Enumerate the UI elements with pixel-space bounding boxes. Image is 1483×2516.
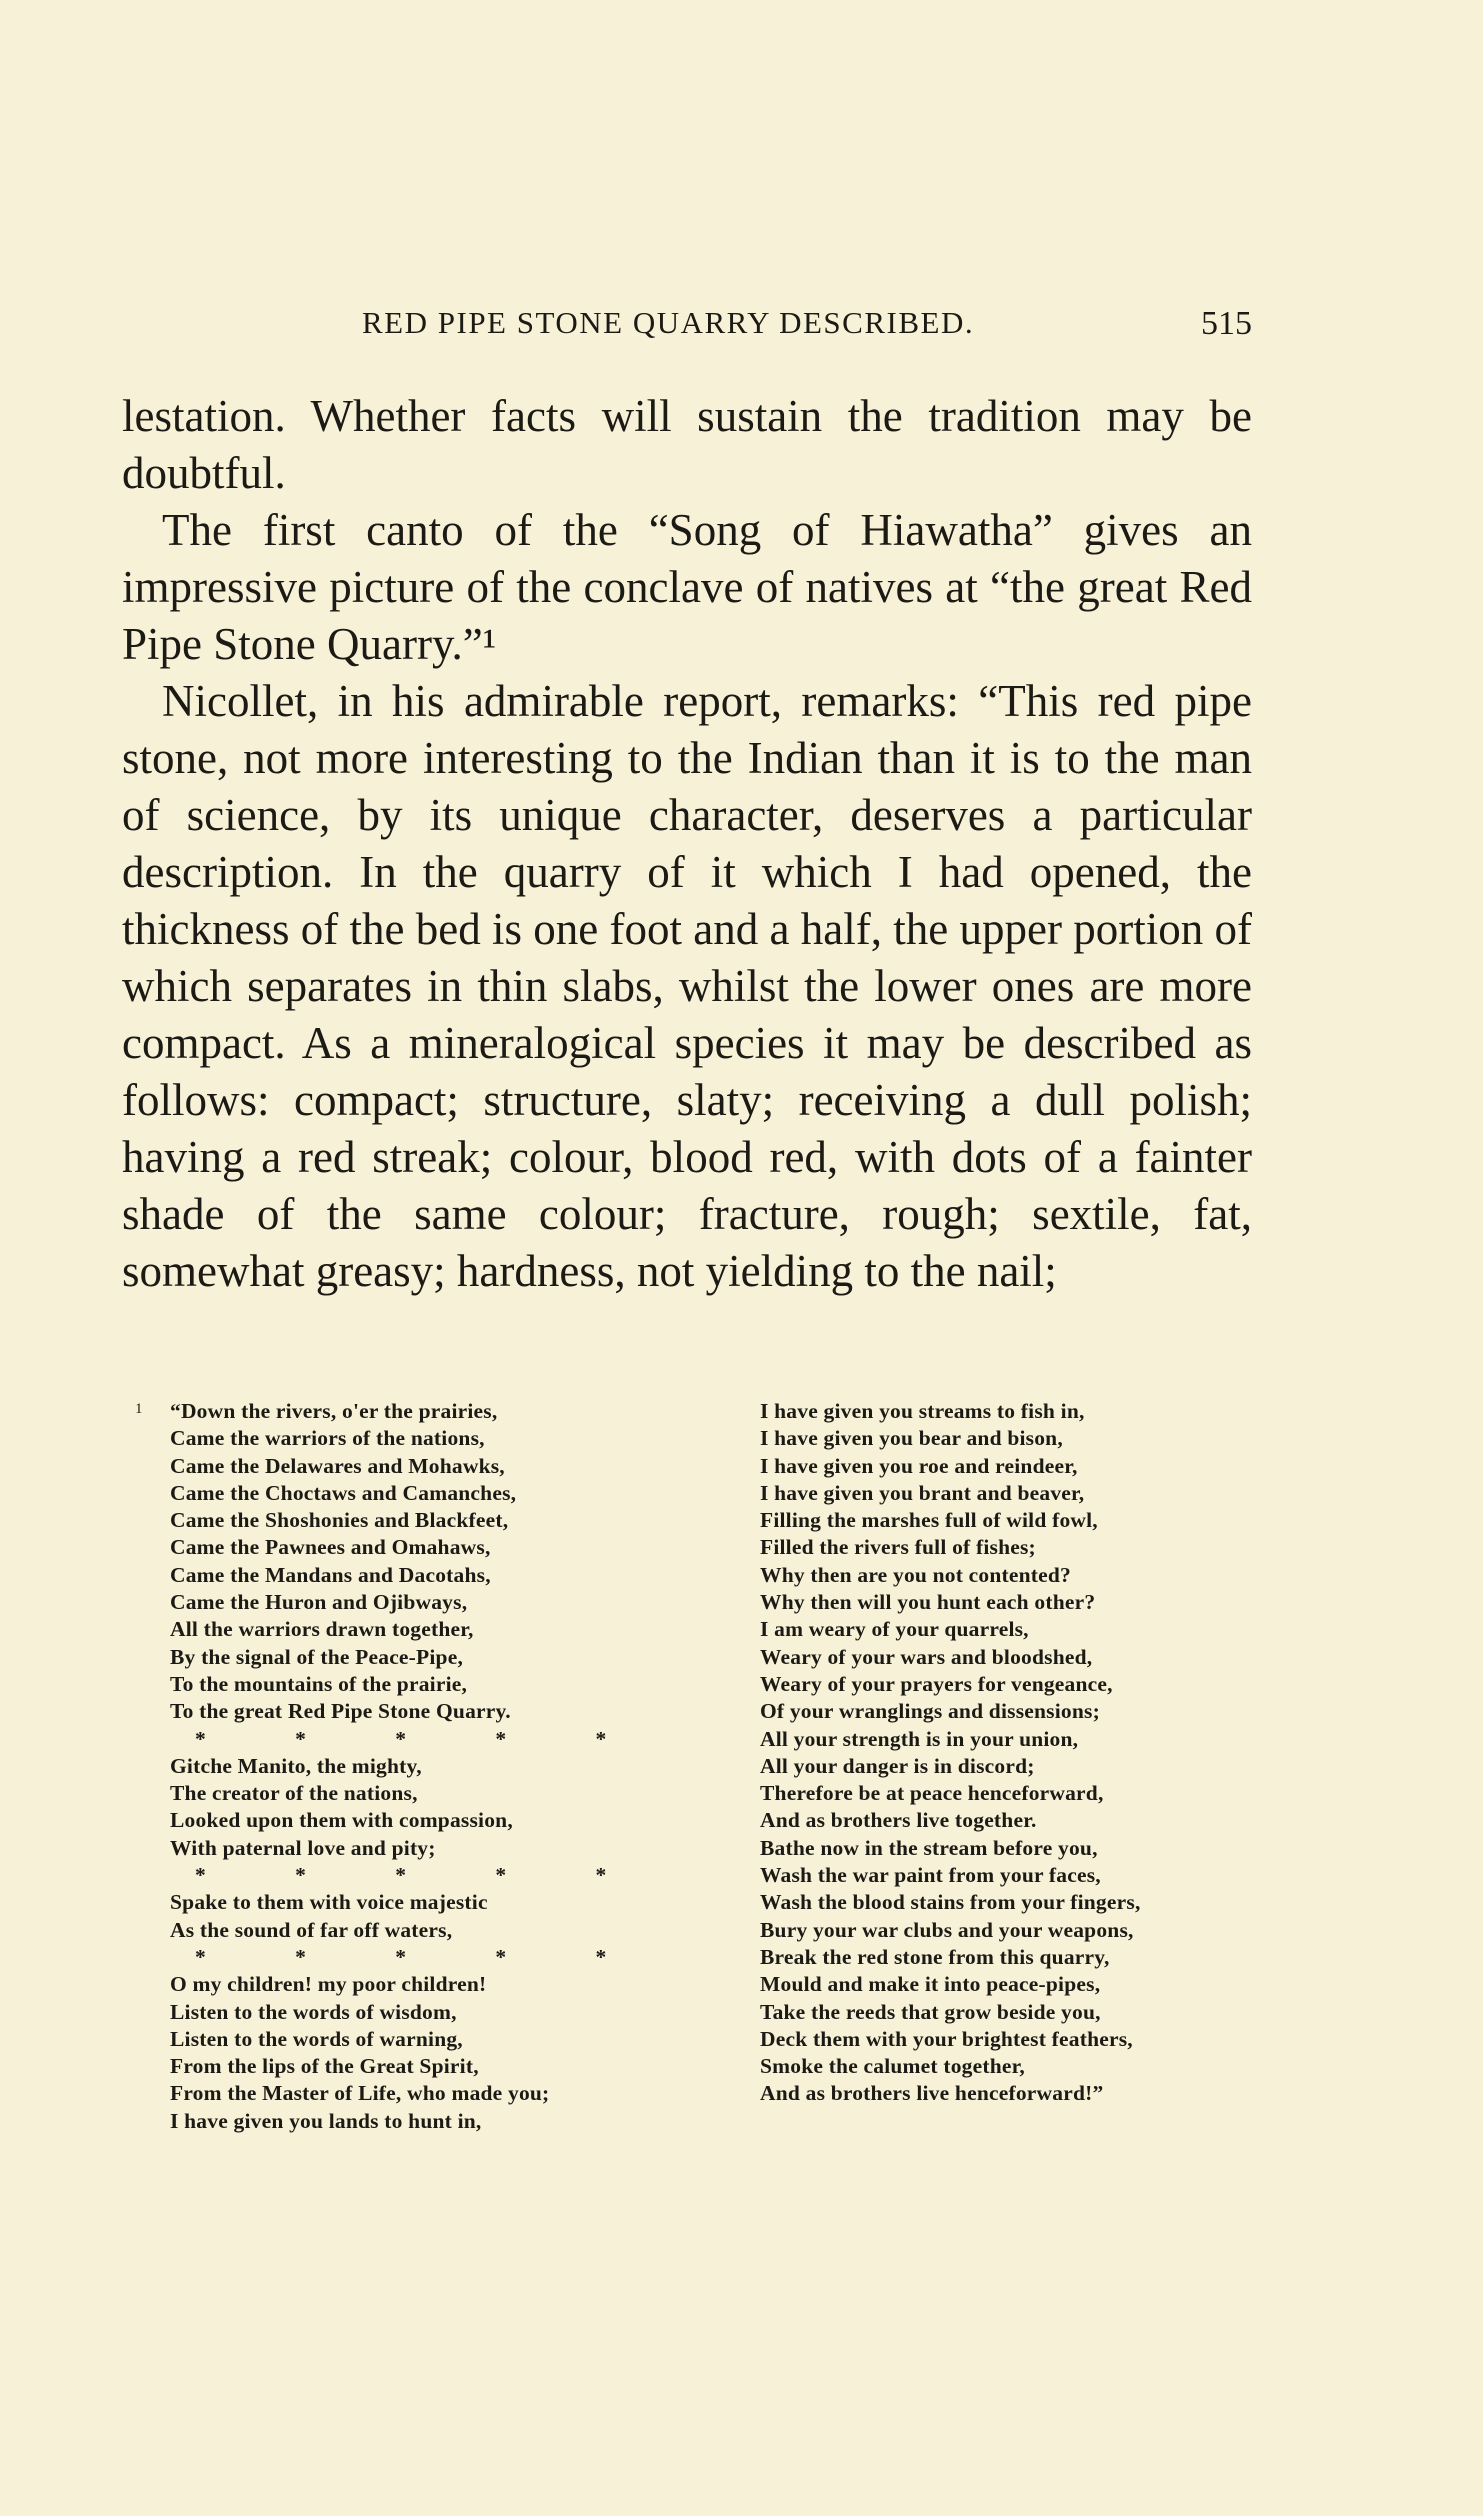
paragraph-nicollet: Nicollet, in his admirable report, remarks: “This red pipe stone, not more interesting to the Indian than it is to the man of science, by its unique character, deserves a particular description. In the quarry of it which I had opened, the thickness of the bed is one foot and a half, the upper portion of which separates in thin slabs, whilst the lower ones are more compact. As a mineralogical species it may be described as follows: compact; structure, slaty; receiving a dull polish; having a red streak; colour, blood red, with dots of a fainter shade of the same colour; fracture, rough; sextile, fat, somewhat greasy; hardness, not yielding to the nail;: [122, 676, 1252, 1296]
poem-line: Of your wranglings and dissensions;: [760, 1699, 1100, 1724]
poem-line: Came the Choctaws and Camanches,: [170, 1480, 517, 1505]
poem-line: Bathe now in the stream before you,: [760, 1835, 1098, 1860]
poem-line: Came the Shoshonies and Blackfeet,: [170, 1508, 509, 1533]
poem-line: Take the reeds that grow beside you,: [760, 1999, 1101, 2024]
poem-left-column: [135, 1398, 649, 2135]
poem-line: I have given you roe and reindeer,: [760, 1453, 1078, 1478]
poem-line: As the sound of far off waters,: [170, 1917, 453, 1942]
poem-line: To the great Red Pipe Stone Quarry.: [170, 1699, 511, 1724]
poem-line: Therefore be at peace henceforward,: [760, 1781, 1104, 1806]
poem-line: With paternal love and pity;: [170, 1835, 436, 1860]
poem-line: Wash the war paint from your faces,: [760, 1863, 1101, 1888]
poem-line: Gitche Manito, the mighty,: [170, 1753, 422, 1778]
page-number: 515: [1201, 305, 1252, 342]
poem-line: Break the red stone from this quarry,: [760, 1944, 1110, 1969]
poem-line: Weary of your wars and bloodshed,: [760, 1644, 1093, 1669]
poem-line: Looked upon them with compassion,: [170, 1808, 513, 1833]
poem-line: Weary of your prayers for vengeance,: [760, 1671, 1113, 1696]
poem-line: “Down the rivers, o'er the prairies,: [170, 1399, 498, 1423]
poem-line: I am weary of your quarrels,: [760, 1617, 1029, 1642]
poem-line: I have given you brant and beaver,: [760, 1480, 1085, 1505]
poem-line: Came the warriors of the nations,: [170, 1426, 485, 1451]
poem-line: All your danger is in discord;: [760, 1753, 1035, 1778]
poem-line: All the warriors drawn together,: [170, 1617, 474, 1642]
poem-line: From the lips of the Great Spirit,: [170, 2054, 479, 2079]
page-header: [122, 305, 1252, 355]
poem-line: All your strength is in your union,: [760, 1726, 1079, 1751]
poem-line: Came the Delawares and Mohawks,: [170, 1453, 505, 1478]
poem-line: Came the Huron and Ojibways,: [170, 1590, 468, 1615]
poem-right-column: [760, 1398, 1260, 2108]
poem-line: Deck them with your brightest feathers,: [760, 2026, 1133, 2051]
poem-line: From the Master of Life, who made you;: [170, 2081, 550, 2106]
poem-line: Why then will you hunt each other?: [760, 1590, 1096, 1615]
poem-line: And as brothers live together.: [760, 1808, 1037, 1833]
poem-line: Smoke the calumet together,: [760, 2054, 1025, 2079]
paragraph-hiawatha: The first canto of the “Song of Hiawatha” gives an impressive picture of the conclave of natives at “the great Red Pipe Stone Quarry.”¹: [122, 505, 1252, 669]
poem-line: Came the Pawnees and Omahaws,: [170, 1535, 491, 1560]
poem-line: To the mountains of the prairie,: [170, 1671, 468, 1696]
paragraph-continuation: lestation. Whether facts will sustain the tradition may be doubtful.: [122, 391, 1252, 498]
poem-line: Listen to the words of wisdom,: [170, 1999, 457, 2024]
running-head: RED PIPE STONE QUARRY DESCRIBED.: [362, 305, 975, 340]
poem-line: O my children! my poor children!: [170, 1972, 487, 1997]
poem-line: I have given you streams to fish in,: [760, 1399, 1085, 1423]
poem-line: Mould and make it into peace-pipes,: [760, 1972, 1101, 1997]
poem-line: By the signal of the Peace-Pipe,: [170, 1644, 464, 1669]
ellipsis-stars: * * * * *: [195, 1726, 649, 1751]
poem-line: Came the Mandans and Dacotahs,: [170, 1562, 491, 1587]
footnote-marker: 1: [135, 1401, 143, 1417]
poem-line: Filled the rivers full of fishes;: [760, 1535, 1036, 1560]
ellipsis-stars: * * * * *: [195, 1944, 649, 1969]
ellipsis-stars: * * * * *: [195, 1863, 649, 1888]
poem-line: Why then are you not contented?: [760, 1562, 1071, 1587]
poem-line: Listen to the words of warning,: [170, 2026, 463, 2051]
body-text: [122, 388, 1252, 1300]
poem-line: Bury your war clubs and your weapons,: [760, 1917, 1134, 1942]
poem-line: Wash the blood stains from your fingers,: [760, 1890, 1141, 1915]
poem-line: The creator of the nations,: [170, 1781, 418, 1806]
poem-line: I have given you lands to hunt in,: [170, 2108, 482, 2133]
poem-line: I have given you bear and bison,: [760, 1426, 1063, 1451]
poem-line: Spake to them with voice majestic: [170, 1890, 488, 1915]
poem-line: And as brothers live henceforward!”: [760, 2081, 1104, 2106]
poem-line: Filling the marshes full of wild fowl,: [760, 1508, 1098, 1533]
